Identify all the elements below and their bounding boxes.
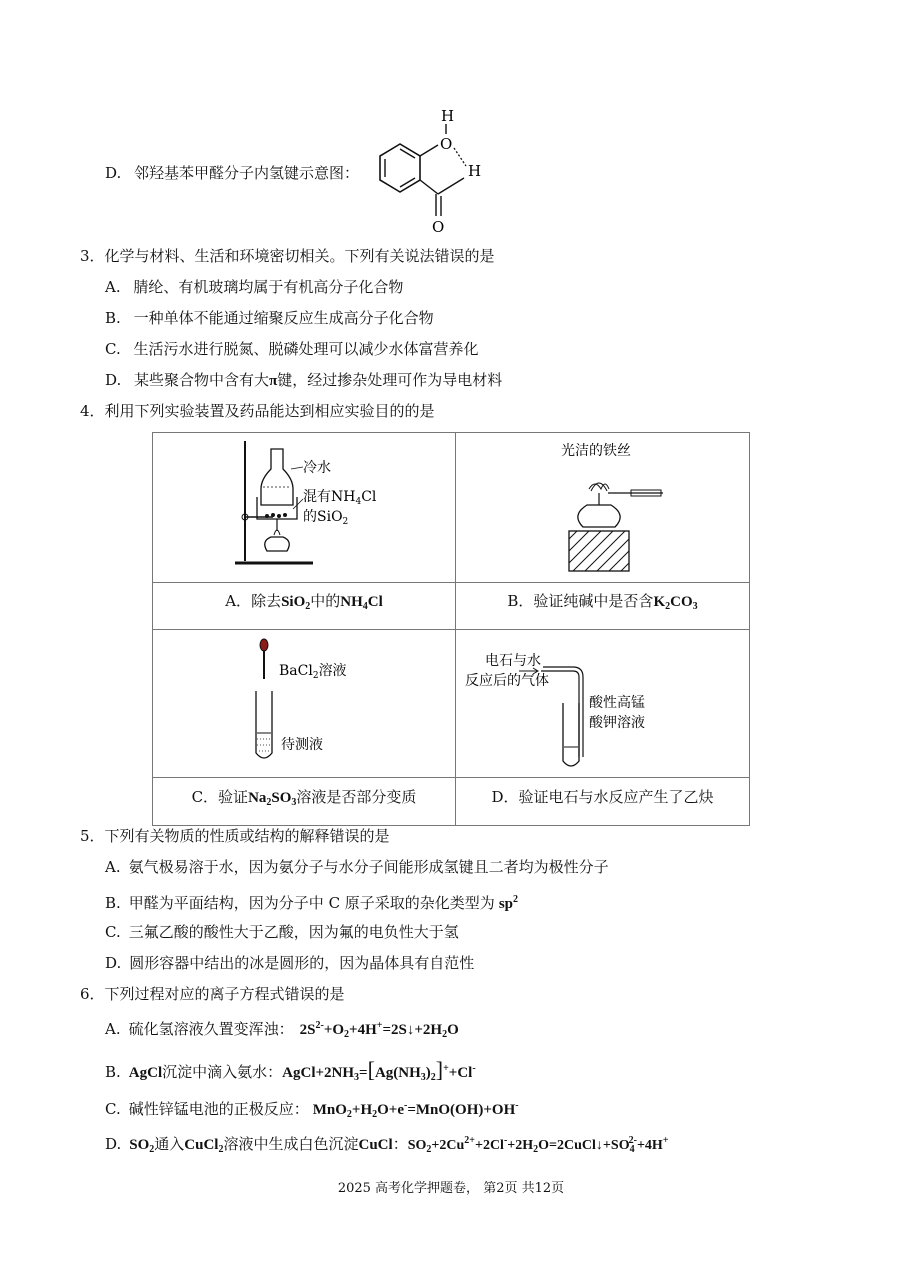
atom-h: H bbox=[441, 107, 455, 125]
question-6 bbox=[80, 984, 345, 1004]
q5-option-a: A. 氨气极易溶于水，因为氨分子与水分子间能形成氢键且二者均为极性分子 bbox=[105, 858, 609, 876]
option-text: 生活污水进行脱氮、脱磷处理可以减少水体富营养化 bbox=[133, 340, 479, 358]
question-3 bbox=[80, 246, 495, 266]
q5-option-c: C. 三氟乙酸的酸性大于乙酸，因为氟的电负性大于氢 bbox=[105, 923, 459, 941]
option-label: C. bbox=[105, 340, 121, 358]
q6-option-a: A. 硫化氢溶液久置变浑浊： $2S^{2-}+O_2+4H^+=2S↓+2H_2O$ bbox=[105, 1020, 459, 1040]
label-sio2: 的SiO$_2$ bbox=[303, 509, 349, 527]
label-carbide-water: 电石与水 bbox=[485, 653, 541, 669]
question-number: 4． bbox=[80, 402, 105, 420]
option-text: 腈纶、有机玻璃均属于有机高分子化合物 bbox=[133, 278, 404, 296]
q3-option-b bbox=[105, 308, 434, 328]
option-label: D. bbox=[105, 164, 122, 182]
question-stem: 下列有关物质的性质或结构的解释错误的是 bbox=[104, 827, 390, 845]
q5-option-d: D. 圆形容器中结出的冰是圆形的，因为晶体具有自范性 bbox=[105, 954, 475, 972]
option-text-before: 某些聚合物中含有大 bbox=[134, 371, 270, 389]
cell-c-caption: C．验证$Na_2SO_3$溶液是否部分变质 bbox=[191, 788, 417, 808]
label-reacted-gas: 反应后的气体 bbox=[465, 673, 549, 689]
label-mixture: 混有$NH_4Cl$ bbox=[303, 489, 377, 507]
gas-bubbling-apparatus bbox=[463, 635, 663, 775]
q6-option-c: C. 碱性锌锰电池的正极反应： $MnO_2+H_2O+e^-=MnO(OH)+OH^-$ bbox=[105, 1100, 519, 1120]
question-4 bbox=[80, 401, 435, 421]
option-text: 一种单体不能通过缩聚反应生成高分子化合物 bbox=[133, 309, 434, 327]
experiment-table bbox=[152, 432, 750, 826]
label-bacl2: BaCl$_2$溶液 bbox=[279, 663, 347, 681]
q6-option-d: D. $SO_2$通入CuCl$_2$溶液中生成白色沉淀CuCl：$SO_2+2Cu^{2+}+2Cl^-+2H_2O=2CuCl↓+SO_4^{2-}+4H^+$ bbox=[105, 1135, 669, 1155]
q6-option-b: B. AgCl沉淀中滴入氨水：$AgCl+2NH_3=[Ag(NH_3)_2]^++Cl^-$ bbox=[105, 1057, 476, 1083]
q5-option-b: B. 甲醛为平面结构，因为分子中 C 原子采取的杂化类型为 $sp^2$ bbox=[105, 894, 518, 912]
question-stem: 化学与材料、生活和环境密切相关。下列有关说法错误的是 bbox=[104, 247, 495, 265]
option-text: 邻羟基苯甲醛分子内氢键示意图： bbox=[134, 164, 360, 182]
option-text-after: 键，经过掺杂处理可作为导电材料 bbox=[277, 371, 503, 389]
q3-option-a bbox=[105, 277, 403, 297]
label-iron-wire: 光洁的铁丝 bbox=[561, 443, 631, 459]
question-number: 6． bbox=[80, 985, 105, 1003]
pi-symbol: π bbox=[269, 373, 278, 389]
atom-h: H bbox=[468, 162, 482, 180]
cell-d-caption: D．验证电石与水反应产生了乙炔 bbox=[491, 788, 714, 806]
atom-o: O bbox=[432, 218, 445, 236]
salicylaldehyde-structure bbox=[368, 104, 498, 236]
option-label: B. bbox=[105, 309, 121, 327]
question-number: 3． bbox=[80, 247, 105, 265]
question-number: 5． bbox=[80, 827, 105, 845]
q2-option-d bbox=[105, 163, 359, 183]
atom-o: O bbox=[440, 135, 453, 153]
sublimation-apparatus bbox=[233, 439, 443, 579]
page-footer: 2025 高考化学押题卷， 第2页 共12页 bbox=[337, 1181, 565, 1196]
option-label: D. bbox=[105, 371, 122, 389]
dropper-test-tube bbox=[243, 635, 443, 775]
option-label: A. bbox=[105, 278, 121, 296]
question-5 bbox=[80, 826, 390, 846]
question-stem: 利用下列实验装置及药品能达到相应实验目的的是 bbox=[104, 402, 435, 420]
label-kmno4-2: 酸钾溶液 bbox=[589, 715, 645, 731]
question-stem: 下列过程对应的离子方程式错误的是 bbox=[104, 985, 345, 1003]
label-cold-water: 冷水 bbox=[303, 460, 331, 476]
flame-test-apparatus bbox=[553, 439, 683, 579]
label-test-liquid: 待测液 bbox=[281, 737, 323, 753]
q3-option-d bbox=[105, 370, 502, 391]
cell-a-caption: A．除去SiO$_2$中的$NH_4Cl$ bbox=[225, 592, 383, 612]
cell-b-caption: B．验证纯碱中是否含$K_2CO_3$ bbox=[507, 592, 698, 612]
q3-option-c bbox=[105, 339, 479, 359]
label-kmno4-1: 酸性高锰 bbox=[589, 695, 645, 711]
